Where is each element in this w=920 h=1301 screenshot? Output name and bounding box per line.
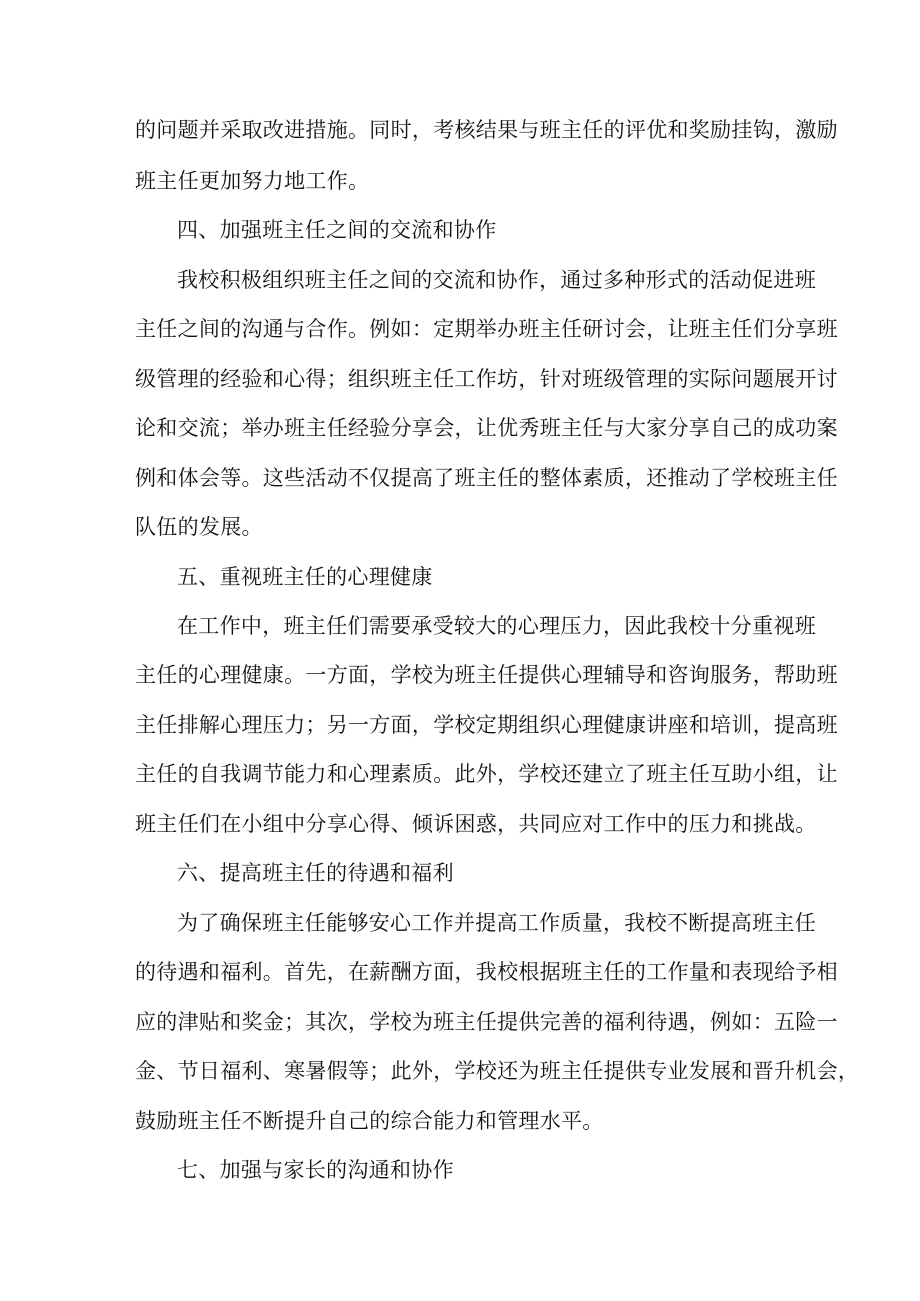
paragraph-line: 级管理的经验和心得；组织班主任工作坊，针对班级管理的实际问题展开讨 bbox=[135, 367, 838, 391]
section-heading-6: 六、提高班主任的待遇和福利 bbox=[177, 861, 454, 885]
paragraph-line: 主任的心理健康。一方面，学校为班主任提供心理辅导和咨询服务，帮助班 bbox=[135, 663, 838, 687]
paragraph-line: 的待遇和福利。首先，在薪酬方面，我校根据班主任的工作量和表现给予相 bbox=[135, 960, 838, 984]
paragraph-line: 班主任们在小组中分享心得、倾诉困惑，共同应对工作中的压力和挑战。 bbox=[135, 812, 817, 836]
paragraph-line: 应的津贴和奖金；其次，学校为班主任提供完善的福利待遇，例如：五险一 bbox=[135, 1010, 838, 1034]
paragraph-line: 论和交流；举办班主任经验分享会，让优秀班主任与大家分享自己的成功案 bbox=[135, 416, 838, 440]
paragraph-line: 主任的自我调节能力和心理素质。此外，学校还建立了班主任互助小组，让 bbox=[135, 762, 838, 786]
paragraph-line: 例和体会等。这些活动不仅提高了班主任的整体素质，还推动了学校班主任 bbox=[135, 466, 838, 490]
paragraph-line: 为了确保班主任能够安心工作并提高工作质量，我校不断提高班主任 bbox=[177, 911, 816, 935]
section-heading-7: 七、加强与家长的沟通和协作 bbox=[177, 1158, 454, 1182]
paragraph-line: 主任之间的沟通与合作。例如：定期举办班主任研讨会，让班主任们分享班 bbox=[135, 317, 838, 341]
paragraph-line: 主任排解心理压力；另一方面，学校定期组织心理健康讲座和培训，提高班 bbox=[135, 713, 838, 737]
paragraph-line: 班主任更加努力地工作。 bbox=[135, 169, 370, 193]
paragraph-line: 鼓励班主任不断提升自己的综合能力和管理水平。 bbox=[135, 1109, 604, 1133]
section-heading-4: 四、加强班主任之间的交流和协作 bbox=[177, 218, 497, 242]
paragraph-line: 队伍的发展。 bbox=[135, 515, 263, 539]
section-heading-5: 五、重视班主任的心理健康 bbox=[177, 565, 433, 589]
paragraph-line: 在工作中，班主任们需要承受较大的心理压力，因此我校十分重视班 bbox=[177, 614, 816, 638]
paragraph-line: 我校积极组织班主任之间的交流和协作，通过多种形式的活动促进班 bbox=[177, 268, 816, 292]
paragraph-line: 金、节日福利、寒暑假等；此外，学校还为班主任提供专业发展和晋升机会， bbox=[135, 1059, 860, 1083]
paragraph-line: 的问题并采取改进措施。同时，考核结果与班主任的评优和奖励挂钩，激励 bbox=[135, 118, 838, 142]
